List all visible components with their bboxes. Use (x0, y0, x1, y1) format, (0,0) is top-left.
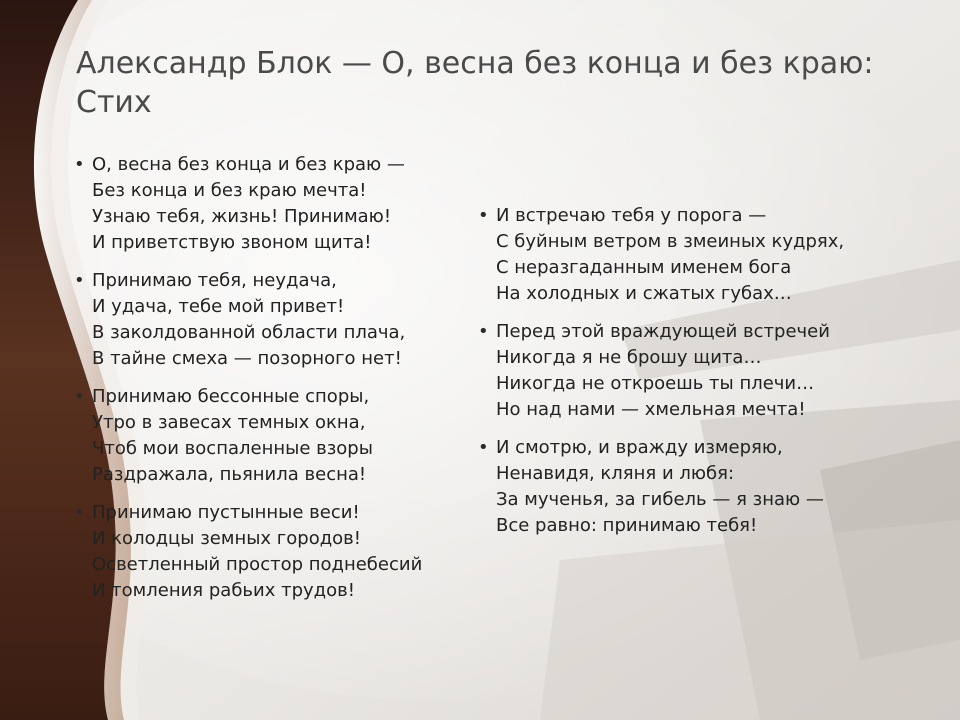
stanza (72, 152, 472, 256)
bullet-icon: • (478, 205, 489, 226)
poem-line: О, весна без конца и без краю — (92, 154, 405, 175)
bullet-icon: • (478, 321, 489, 342)
poem-line: На холодных и сжатых губах… (496, 283, 792, 304)
poem-line: Все равно: принимаю тебя! (496, 515, 758, 536)
stanza (476, 203, 936, 307)
poem-line: И приветствую звоном щита! (92, 232, 372, 253)
poem-column-right (476, 203, 936, 551)
stanza (476, 435, 936, 539)
poem-line: Без конца и без краю мечта! (92, 180, 367, 201)
bullet-icon: • (74, 154, 85, 175)
poem-line: С неразгаданным именем бога (496, 257, 792, 278)
poem-line: Чтоб мои воспаленные взоры (92, 438, 373, 459)
poem-line: Раздражала, пьянила весна! (92, 464, 367, 485)
poem-line: Принимаю тебя, неудача, (92, 270, 337, 291)
poem-line: И колодцы земных городов! (92, 528, 361, 549)
poem-line: С буйным ветром в змеиных кудрях, (496, 231, 845, 252)
poem-line: Никогда не откроешь ты плечи… (496, 373, 815, 394)
stanza (72, 384, 472, 488)
poem-line: В заколдованной области плача, (92, 322, 406, 343)
poem-line: Узнаю тебя, жизнь! Принимаю! (92, 206, 392, 227)
poem-line: В тайне смеха — позорного нет! (92, 348, 402, 369)
poem-line: Никогда я не брошу щита… (496, 347, 762, 368)
page-title: Александр Блок — О, весна без конца и без краю: Стих (76, 46, 874, 120)
stanza (72, 268, 472, 372)
poem-line: Утро в завесах темных окна, (92, 412, 366, 433)
bullet-icon: • (74, 502, 85, 523)
bullet-icon: • (74, 270, 85, 291)
poem-line: Осветленный простор поднебесий (92, 554, 423, 575)
bullet-icon: • (74, 386, 85, 407)
stanza (476, 319, 936, 423)
bullet-icon: • (478, 437, 489, 458)
poem-line: И томления рабьих трудов! (92, 580, 355, 601)
poem-line: Принимаю бессонные споры, (92, 386, 370, 407)
poem-line: И встречаю тебя у порога — (496, 205, 767, 226)
poem-line: За мученья, за гибель — я знаю — (496, 489, 824, 510)
poem-line: И удача, тебе мой привет! (92, 296, 345, 317)
poem-line: Перед этой враждующей встречей (496, 321, 830, 342)
poem-line: Но над нами — хмельная мечта! (496, 399, 806, 420)
poem-line: И смотрю, и вражду измеряю, (496, 437, 783, 458)
poem-line: Ненавидя, кляня и любя: (496, 463, 735, 484)
poem-line: Принимаю пустынные веси! (92, 502, 360, 523)
poem-column-left (72, 152, 472, 616)
stanza (72, 500, 472, 604)
